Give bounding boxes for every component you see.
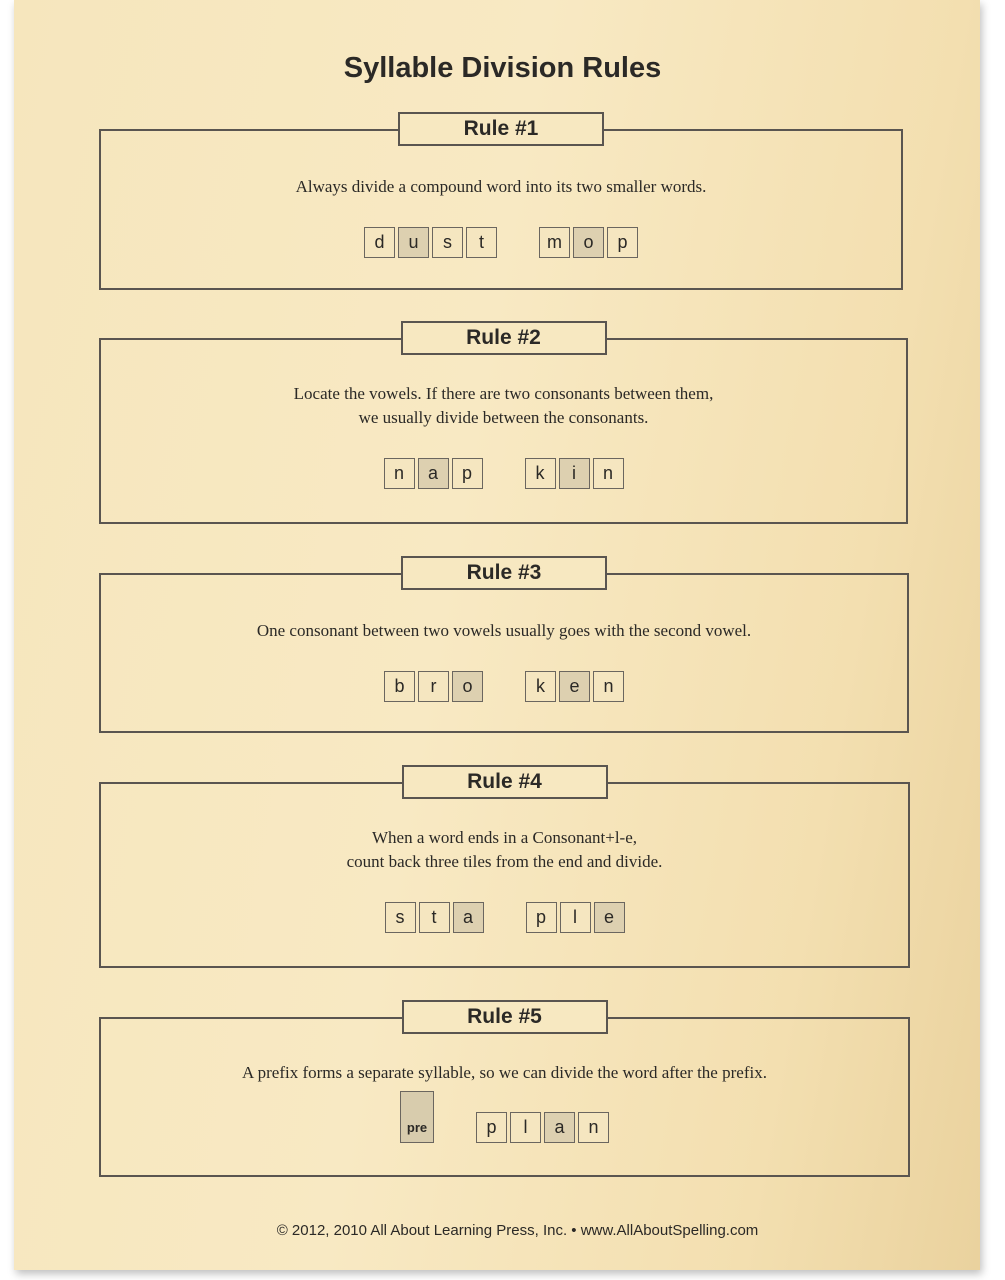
consonant-tile: t [419, 902, 450, 933]
vowel-tile: i [559, 458, 590, 489]
example-tiles [101, 902, 908, 933]
rule-description-line: A prefix forms a separate syllable, so we can divide the word after the prefix. [242, 1063, 767, 1082]
rule-description-line: One consonant between two vowels usually goes with the second vowel. [256, 621, 752, 640]
rule-description [101, 175, 901, 199]
syllable-group [384, 671, 483, 702]
consonant-tile: n [578, 1112, 609, 1143]
syllable-group [364, 227, 497, 258]
consonant-tile: d [364, 227, 395, 258]
rule-heading: Rule #3 [401, 556, 607, 590]
consonant-tile: b [384, 671, 415, 702]
rule-description-line: we usually divide between the consonants. [358, 408, 649, 427]
consonant-tile: s [385, 902, 416, 933]
rule-box [99, 117, 903, 290]
rule-box [99, 561, 909, 733]
consonant-tile: s [432, 227, 463, 258]
syllable-group [476, 1112, 609, 1143]
rule-box [99, 326, 908, 524]
rule-description-line: When a word ends in a Consonant+l-e, [372, 828, 637, 847]
rule-description-line: count back three tiles from the end and divide. [346, 852, 663, 871]
consonant-tile: t [466, 227, 497, 258]
rule-box [99, 770, 910, 968]
vowel-tile: u [398, 227, 429, 258]
consonant-tile: p [526, 902, 557, 933]
consonant-tile: p [607, 227, 638, 258]
rule-heading: Rule #5 [402, 1000, 608, 1034]
rule-heading: Rule #4 [402, 765, 608, 799]
syllable-group [400, 1091, 434, 1143]
consonant-tile: k [525, 458, 556, 489]
example-tiles [101, 227, 901, 258]
rule-description-line: Locate the vowels. If there are two consonants between them, [293, 384, 714, 403]
syllable-group [539, 227, 638, 258]
vowel-tile: a [453, 902, 484, 933]
consonant-tile: l [510, 1112, 541, 1143]
syllable-group [526, 902, 625, 933]
rule-heading: Rule #2 [401, 321, 607, 355]
vowel-tile: e [559, 671, 590, 702]
example-tiles [101, 671, 907, 702]
rule-description-line: Always divide a compound word into its two smaller words. [295, 177, 707, 196]
rule-heading: Rule #1 [398, 112, 604, 146]
rule-description [101, 826, 908, 874]
syllable-group [525, 458, 624, 489]
consonant-tile: n [384, 458, 415, 489]
example-tiles [101, 1091, 908, 1143]
page-title: Syllable Division Rules [343, 52, 662, 84]
consonant-tile: m [539, 227, 570, 258]
consonant-tile: n [593, 671, 624, 702]
consonant-tile: k [525, 671, 556, 702]
rule-description [101, 619, 907, 643]
syllable-group [385, 902, 484, 933]
vowel-tile: o [573, 227, 604, 258]
syllable-group [384, 458, 483, 489]
prefix-tile: pre [400, 1091, 434, 1143]
vowel-tile: e [594, 902, 625, 933]
vowel-tile: a [544, 1112, 575, 1143]
consonant-tile: n [593, 458, 624, 489]
consonant-tile: p [476, 1112, 507, 1143]
consonant-tile: r [418, 671, 449, 702]
copyright-footer: © 2012, 2010 All About Learning Press, Inc. • www.AllAboutSpelling.com [276, 1222, 759, 1239]
consonant-tile: p [452, 458, 483, 489]
syllable-group [525, 671, 624, 702]
rule-box [99, 1005, 910, 1177]
rule-description [101, 382, 906, 430]
vowel-tile: o [452, 671, 483, 702]
rule-description [101, 1061, 908, 1085]
example-tiles [101, 458, 906, 489]
vowel-tile: a [418, 458, 449, 489]
consonant-tile: l [560, 902, 591, 933]
